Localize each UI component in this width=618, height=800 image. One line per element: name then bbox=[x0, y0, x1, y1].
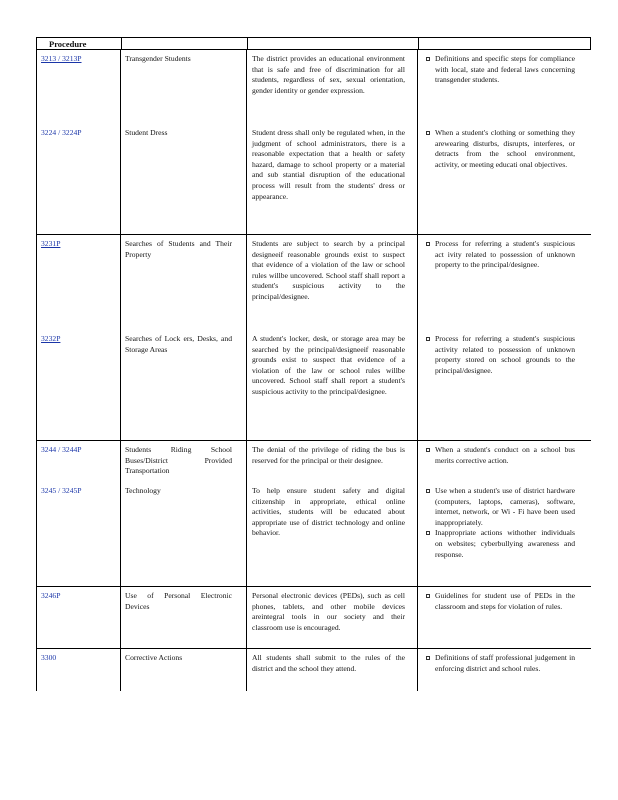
table-row bbox=[36, 649, 591, 691]
policy-title: Technology bbox=[125, 486, 161, 495]
policy-code-link[interactable]: 3232P bbox=[41, 334, 61, 343]
table-row bbox=[36, 235, 591, 331]
table-group bbox=[36, 649, 591, 691]
procedure-list bbox=[425, 54, 575, 86]
table-row bbox=[36, 441, 591, 483]
table-row bbox=[36, 587, 591, 648]
policy-title: Searches of Lock ers, Desks, and Storage Areas bbox=[125, 334, 232, 354]
policy-description: Student dress shall only be regulated when, in the judgment of school administrators, there is a reasonable expectation that a health or safety hazard, damage to school property or a material and sub stantial disruption of the educational process will result from the students' dress or appearance. bbox=[252, 128, 405, 201]
procedure-bullet: Definitions and specific steps for compliance with local, state and federal laws concerning transgender students. bbox=[425, 54, 575, 86]
procedure-list bbox=[425, 653, 575, 674]
table-row bbox=[36, 50, 591, 125]
table-group bbox=[36, 235, 591, 441]
policy-code: 3245 / 3245P bbox=[41, 486, 82, 495]
procedure-bullet: Process for referring a student's suspicious act ivity related to possession of unknown property to the principal/designee. bbox=[425, 239, 575, 271]
policy-code: 3224 / 3224P bbox=[41, 128, 82, 137]
table-row bbox=[36, 124, 591, 234]
procedure-bullet: Inappropriate actions withother individuals on websites; cyberbullying awareness and response. bbox=[425, 528, 575, 560]
policy-description: Students are subject to search by a principal designeeif reasonable grounds exist to suspect that evidence of a violation of the law or school rules willbe uncovered. School staff shall report a student's suspicious activity to the principal/designee. bbox=[252, 239, 405, 301]
procedure-bullet: Use when a student's use of district hardware (computers, laptops, cameras), software, internet, network, or Wi - Fi have been used inappropriately. bbox=[425, 486, 575, 528]
table-group bbox=[36, 50, 591, 235]
policy-title: Students Riding School Buses/District Provided Transportation bbox=[125, 445, 232, 476]
table-group bbox=[36, 441, 591, 587]
policy-code: 3246P bbox=[41, 591, 61, 600]
procedure-bullet: When a student's conduct on a school bus merits corrective action. bbox=[425, 445, 575, 466]
policy-code-link[interactable]: 3213 / 3213P bbox=[41, 54, 82, 63]
procedure-list bbox=[425, 128, 575, 170]
procedure-list bbox=[425, 445, 575, 466]
procedure-list bbox=[425, 239, 575, 271]
policy-title: Transgender Students bbox=[125, 54, 191, 63]
procedure-bullet: Definitions of staff professional judgement in enforcing district and school rules. bbox=[425, 653, 575, 674]
policy-description: Personal electronic devices (PEDs), such as cell phones, tablets, and other mobile devices areintegral tools in our society and their classroom use is encouraged. bbox=[252, 591, 405, 632]
policy-table bbox=[36, 37, 591, 691]
policy-title: Corrective Actions bbox=[125, 653, 183, 662]
policy-description: The denial of the privilege of riding the bus is reserved for the principal or their designee. bbox=[252, 445, 405, 465]
policy-description: A student's locker, desk, or storage area may be searched by the principal/designeeif reasonable grounds exist to suspect that evidence of a violation of the law or school rules willbe uncovered. School staff shall report a student's suspicious activity to the principal/designee. bbox=[252, 334, 405, 396]
policy-title: Student Dress bbox=[125, 128, 168, 137]
policy-code-link[interactable]: 3231P bbox=[41, 239, 61, 248]
table-row bbox=[36, 330, 591, 440]
table-group bbox=[36, 587, 591, 649]
table-header-row bbox=[36, 37, 591, 50]
column-header-procedure: Procedure bbox=[49, 39, 87, 49]
table-row bbox=[36, 482, 591, 586]
procedure-bullet: Guidelines for student use of PEDs in the classroom and steps for violation of rules. bbox=[425, 591, 575, 612]
policy-description: The district provides an educational environment that is safe and free of discrimination for all students, regardless of sex, sexual orientation, gender identity or gender expression. bbox=[252, 54, 405, 95]
policy-description: All students shall submit to the rules of the district and the school they attend. bbox=[252, 653, 405, 673]
procedure-bullet: When a student's clothing or something they arewearing disturbs, disrupts, interferes, or detracts from the school environment, activity, or meeting educati onal objectives. bbox=[425, 128, 575, 170]
policy-description: To help ensure student safety and digital citizenship in appropriate, ethical online activities, students will be educated about appropriate use of district technology and online behavior. bbox=[252, 486, 405, 538]
policy-title: Searches of Students and Their Property bbox=[125, 239, 232, 259]
procedure-list bbox=[425, 486, 575, 560]
procedure-list bbox=[425, 334, 575, 376]
policy-code: 3244 / 3244P bbox=[41, 445, 82, 454]
procedure-bullet: Process for referring a student's suspicious activity related to possession of unknown property stored on school grounds to the principal/designee. bbox=[425, 334, 575, 376]
policy-code: 3300 bbox=[41, 653, 57, 662]
policy-title: Use of Personal Electronic Devices bbox=[125, 591, 232, 611]
procedure-list bbox=[425, 591, 575, 612]
